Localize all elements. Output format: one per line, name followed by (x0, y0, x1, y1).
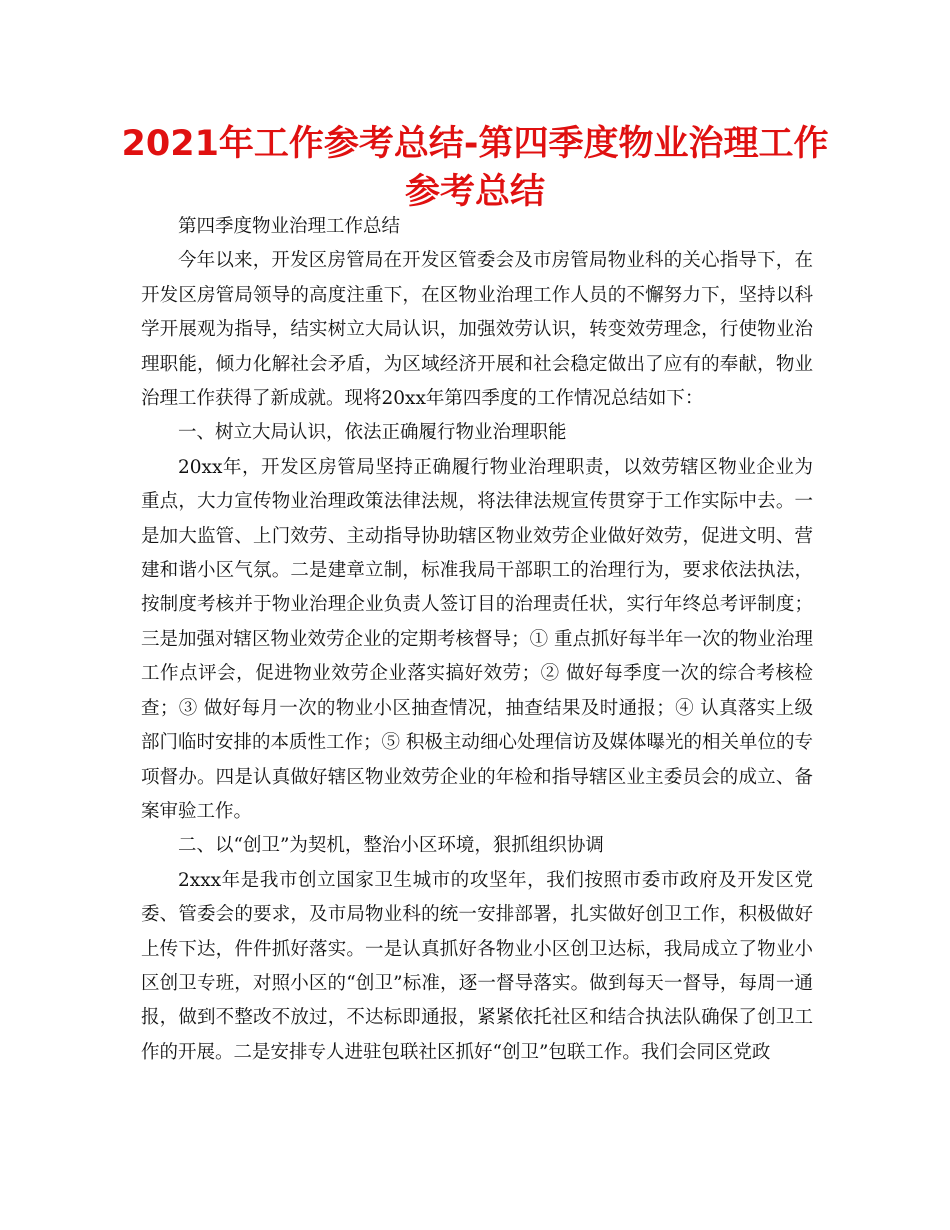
intro-paragraph: 今年以来，开发区房管局在开发区管委会及市房管局物业科的关心指导下，在开发区房管局领导的高度注重下，在区物业治理工作人员的不懈努力下，坚持以科学开展观为指导，结实树立大局认识，加强效劳认识，转变效劳理念，行使物业治理职能，倾力化解社会矛盾，为区域经济开展和社会稳定做出了应有的奉献，物业治理工作获得了新成就。现将20xx年第四季度的工作情况总结如下： (141, 250, 813, 410)
section-heading-2: 二、以“创卫”为契机，整治小区环境，狠抓组织协调 (178, 835, 604, 857)
section-subtitle: 第四季度物业治理工作总结 (178, 216, 401, 237)
section-1-paragraph: 20xx年，开发区房管局坚持正确履行物业治理职责，以效劳辖区物业企业为重点，大力宣传物业治理政策法律法规，将法律法规宣传贯穿于工作实际中去。一是加大监管、上门效劳、主动指导协助辖区物业效劳企业做好效劳，促进文明、营建和谐小区气氛。二是建章立制，标准我局干部职工的治理行为，要求依法执法，按制度考核并于物业治理企业负责人签订目的治理责任状，实行年终总考评制度；三是加强对辖区物业效劳企业的定期考核督导；① 重点抓好每半年一次的物业治理工作点评会，促进物业效劳企业落实搞好效劳；② 做好每季度一次的综合考核检查；③ 做好每月一次的物业小区抽查情况，抽查结果及时通报；④ 认真落实上级部门临时安排的本质性工作；⑤ 积极主动细心处理信访及媒体曝光的相关单位的专项督办。四是认真做好辖区物业效劳企业的年检和指导辖区业主委员会的成立、备案审验工作。 (141, 456, 813, 822)
document-body (141, 210, 813, 1070)
section-2-paragraph: 2xxx年是我市创立国家卫生城市的攻坚年，我们按照市委市政府及开发区党委、管委会的要求，及市局物业科的统一安排部署，扎实做好创卫工作，积极做好上传下达，件件抓好落实。一是认真抓好各物业小区创卫达标，我局成立了物业小区创卫专班，对照小区的“创卫”标准，逐一督导落实。做到每天一督导，每周一通报，做到不整改不放过，不达标即通报，紧紧依托社区和结合执法队确保了创卫工作的开展。二是安排专人进驻包联社区抓好“创卫”包联工作。我们会同区党政 (141, 869, 813, 1063)
section-heading-1: 一、树立大局认识，依法正确履行物业治理职能 (178, 422, 567, 444)
document-title: 2021年工作参考总结-第四季度物业治理工作参考总结 (121, 124, 829, 212)
